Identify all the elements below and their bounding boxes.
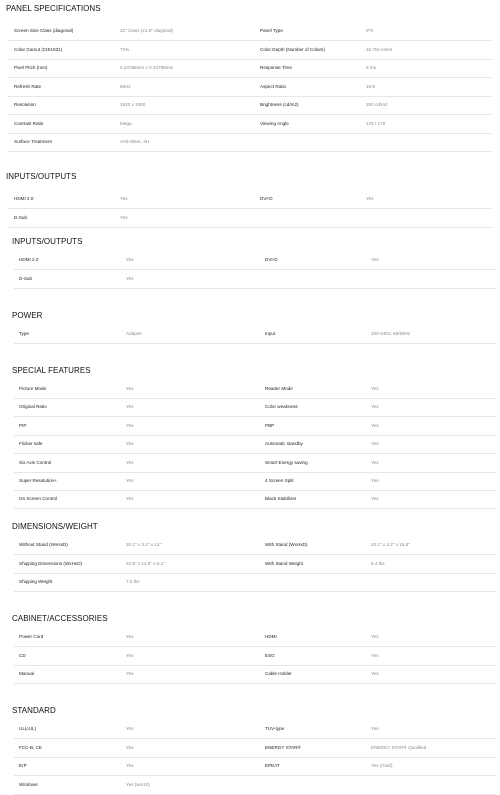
spec-value: Yes (126, 404, 134, 410)
spec-row (14, 739, 496, 758)
spec-label: D-Sub (19, 275, 33, 281)
spec-row (14, 757, 496, 776)
spec-row (8, 41, 492, 60)
spec-label: DVI-D (260, 196, 273, 201)
spec-value: Yes (120, 196, 128, 201)
spec-value: Yes (371, 634, 379, 639)
spec-value: Yes (371, 257, 379, 262)
spec-value: Yes (371, 422, 379, 428)
spec-row (14, 647, 496, 666)
spec-label: TUV-type (265, 726, 285, 731)
spec-label: D-Sub (14, 214, 28, 220)
spec-value: Yes (126, 478, 134, 483)
section-title: SPECIAL FEATURES (12, 366, 91, 375)
spec-value: ENERGY STAR® Qualified (371, 744, 427, 750)
spec-value: 60Hz (120, 83, 131, 89)
spec-label: Color weakness (265, 404, 298, 410)
spec-row (8, 115, 492, 134)
spec-value: Yes (371, 496, 379, 502)
spec-label: CD (19, 652, 26, 658)
spec-value: Yes (Gold) (371, 763, 393, 768)
spec-value: 22" Class (21.5" diagonal) (120, 28, 174, 33)
spec-value: Yes (126, 652, 134, 658)
spec-label: Color Depth (Number of Colors) (260, 46, 325, 52)
spec-label: Contrast Ratio (14, 120, 44, 126)
spec-label: Brightness (cd/m2) (260, 102, 299, 107)
spec-value: 100-240V, 50/60Hz (371, 331, 411, 336)
spec-row (14, 472, 496, 491)
spec-row (8, 133, 492, 152)
spec-label: On Screen Control (19, 496, 58, 502)
spec-row (14, 417, 496, 436)
spec-value: 6.4 lbs (371, 560, 385, 566)
spec-row (8, 78, 492, 97)
spec-row (14, 270, 496, 289)
spec-row (14, 490, 496, 509)
spec-label: ErP (19, 763, 27, 768)
spec-row (14, 776, 496, 795)
spec-label: Power Cord (19, 634, 44, 639)
spec-value: 22.8" x 14.8" x 5.1" (126, 560, 165, 566)
spec-label: Resolution (14, 102, 36, 107)
spec-label: Input (265, 331, 276, 336)
spec-value: 16.7M colors (366, 46, 393, 52)
spec-row (14, 628, 496, 647)
spec-value: Yes (366, 196, 374, 201)
spec-value: Yes (371, 441, 379, 447)
spec-value: Mega (120, 120, 132, 126)
spec-value: Yes (126, 422, 134, 428)
spec-label: Super Resolution+ (19, 478, 57, 483)
spec-label: Reader Mode (265, 386, 293, 391)
spec-label: 4 Screen Split (265, 478, 294, 483)
spec-row (14, 398, 496, 417)
spec-label: Shipping Weight (19, 579, 53, 584)
spec-label: Type (19, 331, 29, 336)
spec-label: Panel Type (260, 28, 283, 33)
section-title: POWER (12, 311, 43, 320)
spec-label: With Stand (WxHxD) (265, 542, 308, 547)
spec-value: Yes (win10) (126, 781, 150, 787)
spec-row (14, 251, 496, 270)
spec-row (8, 22, 492, 41)
spec-value: 250 cd/m2 (366, 102, 388, 107)
spec-row (14, 573, 496, 592)
spec-value: 16:9 (366, 83, 375, 89)
spec-label: ENERGY STAR® (265, 744, 301, 750)
spec-label: FCC-B, CE (19, 744, 42, 750)
spec-value: 20.1" x 3.2" x 15.8" (371, 542, 410, 547)
spec-row (14, 380, 496, 399)
spec-value: Yes (126, 275, 134, 281)
spec-value: Yes (126, 386, 134, 391)
spec-label: Flicker safe (19, 441, 43, 447)
spec-value: Yes (126, 634, 134, 639)
spec-value: Yes (126, 496, 134, 502)
spec-label: Screen Size Class (diagonal) (14, 28, 74, 33)
spec-value: 178 / 178 (366, 120, 386, 126)
spec-row (8, 190, 492, 209)
spec-label: Original Ratio (19, 404, 47, 410)
spec-label: Viewing Angle (260, 120, 289, 126)
spec-row (14, 555, 496, 574)
spec-label: UL(cUL) (19, 726, 37, 731)
spec-label: Refresh Rate (14, 83, 42, 89)
spec-value: Yes (371, 404, 379, 410)
spec-label: Response Time (260, 65, 292, 70)
spec-value: 7.5 lbs (126, 579, 140, 584)
spec-value: Yes (371, 386, 379, 391)
spec-value: Yes (126, 744, 134, 750)
spec-row (8, 96, 492, 115)
spec-value: Yes (126, 671, 134, 676)
spec-label: HDMI 2.0 (14, 196, 34, 201)
spec-label: Automatic standby (265, 441, 303, 447)
spec-value: 20.1" x 3.2" x 12." (126, 542, 163, 547)
spec-row (14, 454, 496, 473)
spec-label: Surface Treatment (14, 139, 52, 144)
section-title: PANEL SPECIFICATIONS (6, 4, 101, 13)
spec-label: Smart Energy saving (265, 459, 308, 465)
spec-value: Yes (371, 726, 379, 731)
spec-value: IPS (366, 28, 374, 33)
spec-label: PBP (265, 422, 275, 428)
spec-value: Yes (371, 478, 379, 483)
spec-value: Yes (126, 459, 134, 465)
spec-label: Manual (19, 671, 35, 676)
spec-value: Yes (371, 652, 379, 658)
spec-value: Yes (371, 671, 379, 676)
section-title: STANDARD (12, 706, 56, 715)
spec-value: Yes (126, 441, 134, 447)
spec-label: Picture Mode (19, 386, 47, 391)
spec-label: Color Gamut (CIE1931) (14, 46, 63, 52)
spec-row (14, 665, 496, 684)
section-title: INPUTS/OUTPUTS (12, 237, 83, 246)
spec-row (8, 59, 492, 78)
spec-value: 72% (120, 46, 130, 52)
spec-label: DVI-D (265, 257, 278, 262)
section-title: CABINET/ACCESSORIES (12, 614, 108, 623)
spec-label: ESG (265, 652, 275, 658)
spec-value: Yes (126, 763, 134, 768)
spec-value: 1920 x 1080 (120, 102, 146, 107)
spec-label: PIP (19, 422, 27, 428)
section-title: DIMENSIONS/WEIGHT (12, 522, 98, 531)
spec-label: Black Stabilizer (265, 496, 297, 502)
spec-label: Windows (19, 781, 38, 787)
spec-label: EPEAT (265, 763, 280, 768)
spec-value: 0.24795mm x 0.24795mm (120, 65, 174, 70)
spec-label: Without Stand (WxHxD) (19, 542, 68, 547)
spec-row (8, 209, 492, 228)
spec-label: Six Axis Control (19, 459, 52, 465)
spec-value: Yes (126, 726, 134, 731)
spec-label: HDMI 2.0 (19, 257, 39, 262)
spec-value: 5 ms (366, 65, 376, 70)
spec-row (14, 325, 496, 344)
spec-label: With Stand Weight (265, 560, 303, 566)
spec-row (14, 536, 496, 555)
spec-value: Anti-Glare, 3H (120, 139, 150, 144)
spec-value: Yes (126, 257, 134, 262)
spec-label: Cable Holder (265, 671, 292, 676)
spec-value: Yes (120, 214, 128, 220)
spec-label: Pixel Pitch (mm) (14, 65, 48, 70)
spec-row (14, 435, 496, 454)
spec-label: Shipping Dimensions (WxHxD) (19, 560, 83, 566)
spec-label: Aspect Ratio (260, 83, 287, 89)
section-title: INPUTS/OUTPUTS (6, 172, 77, 181)
spec-value: Yes (371, 459, 379, 465)
spec-value: Adapter (126, 331, 143, 336)
spec-label: HDMI (265, 634, 277, 639)
spec-row (14, 720, 496, 739)
